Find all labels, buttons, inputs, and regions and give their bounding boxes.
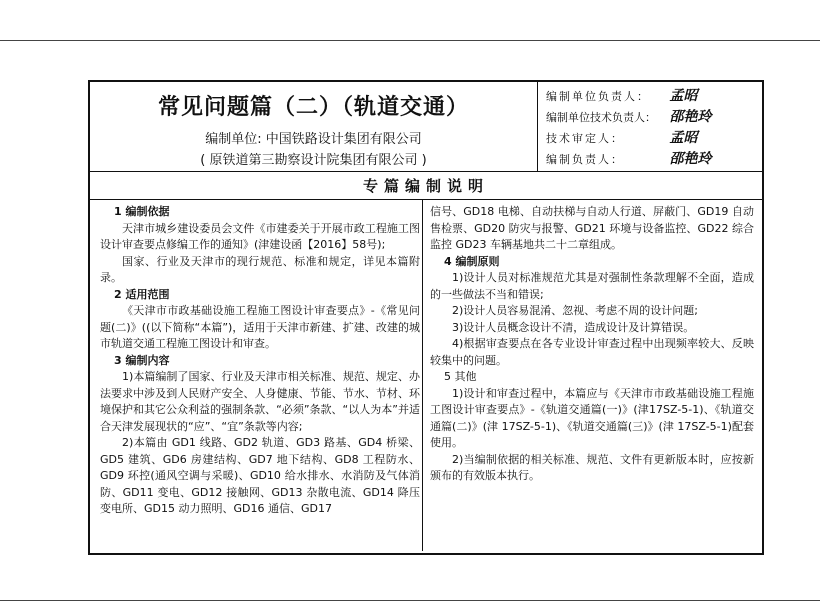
- paragraph: 国家、行业及天津市的现行规范、标准和规定，详见本篇附录。: [100, 254, 420, 284]
- paragraph: 4)根据审查要点在各专业设计审查过程中出现频率较大、反映较集中的问题。: [430, 337, 754, 367]
- heading-other: 5 其他: [444, 370, 477, 383]
- signature-label: 编制单位负责人：: [546, 90, 650, 103]
- signature-row: [546, 107, 712, 127]
- signature-row: [546, 86, 698, 106]
- paragraph: 2)设计人员容易混淆、忽视、考虑不周的设计问题;: [452, 304, 698, 317]
- paragraph: 2)当编制依据的相关标准、规范、文件有更新版本时，应按新颁布的有效版本执行。: [430, 452, 754, 482]
- paragraph: 3)设计人员概念设计不清，造成设计及计算错误。: [452, 320, 695, 334]
- signature-block: [538, 82, 762, 172]
- compiling-unit: 编制单位: 中国铁路设计集团有限公司: [205, 132, 422, 147]
- heading-principles: 4 编制原则: [444, 254, 500, 268]
- heading-basis: 1 编制依据: [114, 205, 170, 218]
- paragraph: 1)设计人员对标准规范尤其是对强制性条款理解不全面，造成的一些做法不当和错误;: [430, 271, 754, 301]
- signature-row: [546, 149, 712, 169]
- compiling-unit-former-name: ( 原铁道第三勘察设计院集团有限公司 ): [200, 153, 427, 168]
- heading-scope: 2 适用范围: [114, 287, 170, 301]
- paragraph: 《天津市市政基础设施工程施工图设计审查要点》-《常见问题(二)》((以下简称“本篇”)，适用于天津市新建、扩建、改建的城市轨道交通工程施工图设计和审查。: [100, 304, 420, 350]
- paragraph: 天津市城乡建设委员会文件《市建委关于开展市政工程施工图设计审查要点修编工作的通知》(津建设函【2016】58号);: [100, 221, 420, 251]
- paragraph: 1)设计和审查过程中，本篇应与《天津市市政基础设施工程施工图设计审查要点》-《轨道交通篇(一)》(津17SZ-5-1)、《轨道交通篇(二)》(津 17SZ-5-1)、《轨道交通篇(三)》(津 17SZ-5-1)配套使用。: [430, 386, 754, 449]
- left-column: [100, 204, 420, 518]
- document-frame: [88, 80, 764, 555]
- page-top-rule: [0, 40, 820, 41]
- paragraph: 2)本篇由 GD1 线路、GD2 轨道、GD3 路基、GD4 桥梁、GD5 建筑、GD6 房建结构、GD7 地下结构、GD8 工程防水、GD9 环控(通风空调与采暖)、GD10 给水排水、水消防及气体消防、GD11 变电、GD12 接触网、GD13 杂散电流、GD14 降压变电所、GD15 动力照明、GD16 通信、GD17: [100, 436, 420, 515]
- handwritten-signature: 邵艳玲: [669, 151, 712, 167]
- signature-label: 编制负责人：: [546, 153, 624, 166]
- right-column: [430, 204, 754, 485]
- title-block: [90, 82, 538, 172]
- signature-label: 编制单位技术负责人：: [546, 111, 656, 124]
- handwritten-signature: 孟昭: [669, 130, 698, 146]
- signature-label: 技术审定人：: [546, 132, 624, 145]
- paragraph: 1)本篇编制了国家、行业及天津市相关标准、规范、规定、办法要求中涉及到人民财产安全、人身健康、节能、节水、节材、环境保护和其它公众利益的强制条款、“必须”条款、“以人为本”并适合天津发展现状的“应”、“宜”条款等内容;: [100, 370, 420, 433]
- handwritten-signature: 孟昭: [669, 88, 698, 104]
- paragraph: 信号、GD18 电梯、自动扶梯与自动人行道、屏蔽门、GD19 自动售检票、GD20 防灾与报警、GD21 环境与设备监控、GD22 综合监控 GD23 车辆基地共二十二章组成。: [430, 205, 754, 251]
- column-divider: [422, 200, 423, 551]
- heading-content: 3 编制内容: [114, 353, 170, 367]
- document-title: 常见问题篇（二）（轨道交通）: [157, 95, 469, 120]
- handwritten-signature: 邵艳玲: [669, 109, 712, 125]
- page-bottom-rule: [0, 600, 820, 601]
- section-title: 专篇编制说明: [90, 172, 762, 200]
- signature-row: [546, 128, 698, 148]
